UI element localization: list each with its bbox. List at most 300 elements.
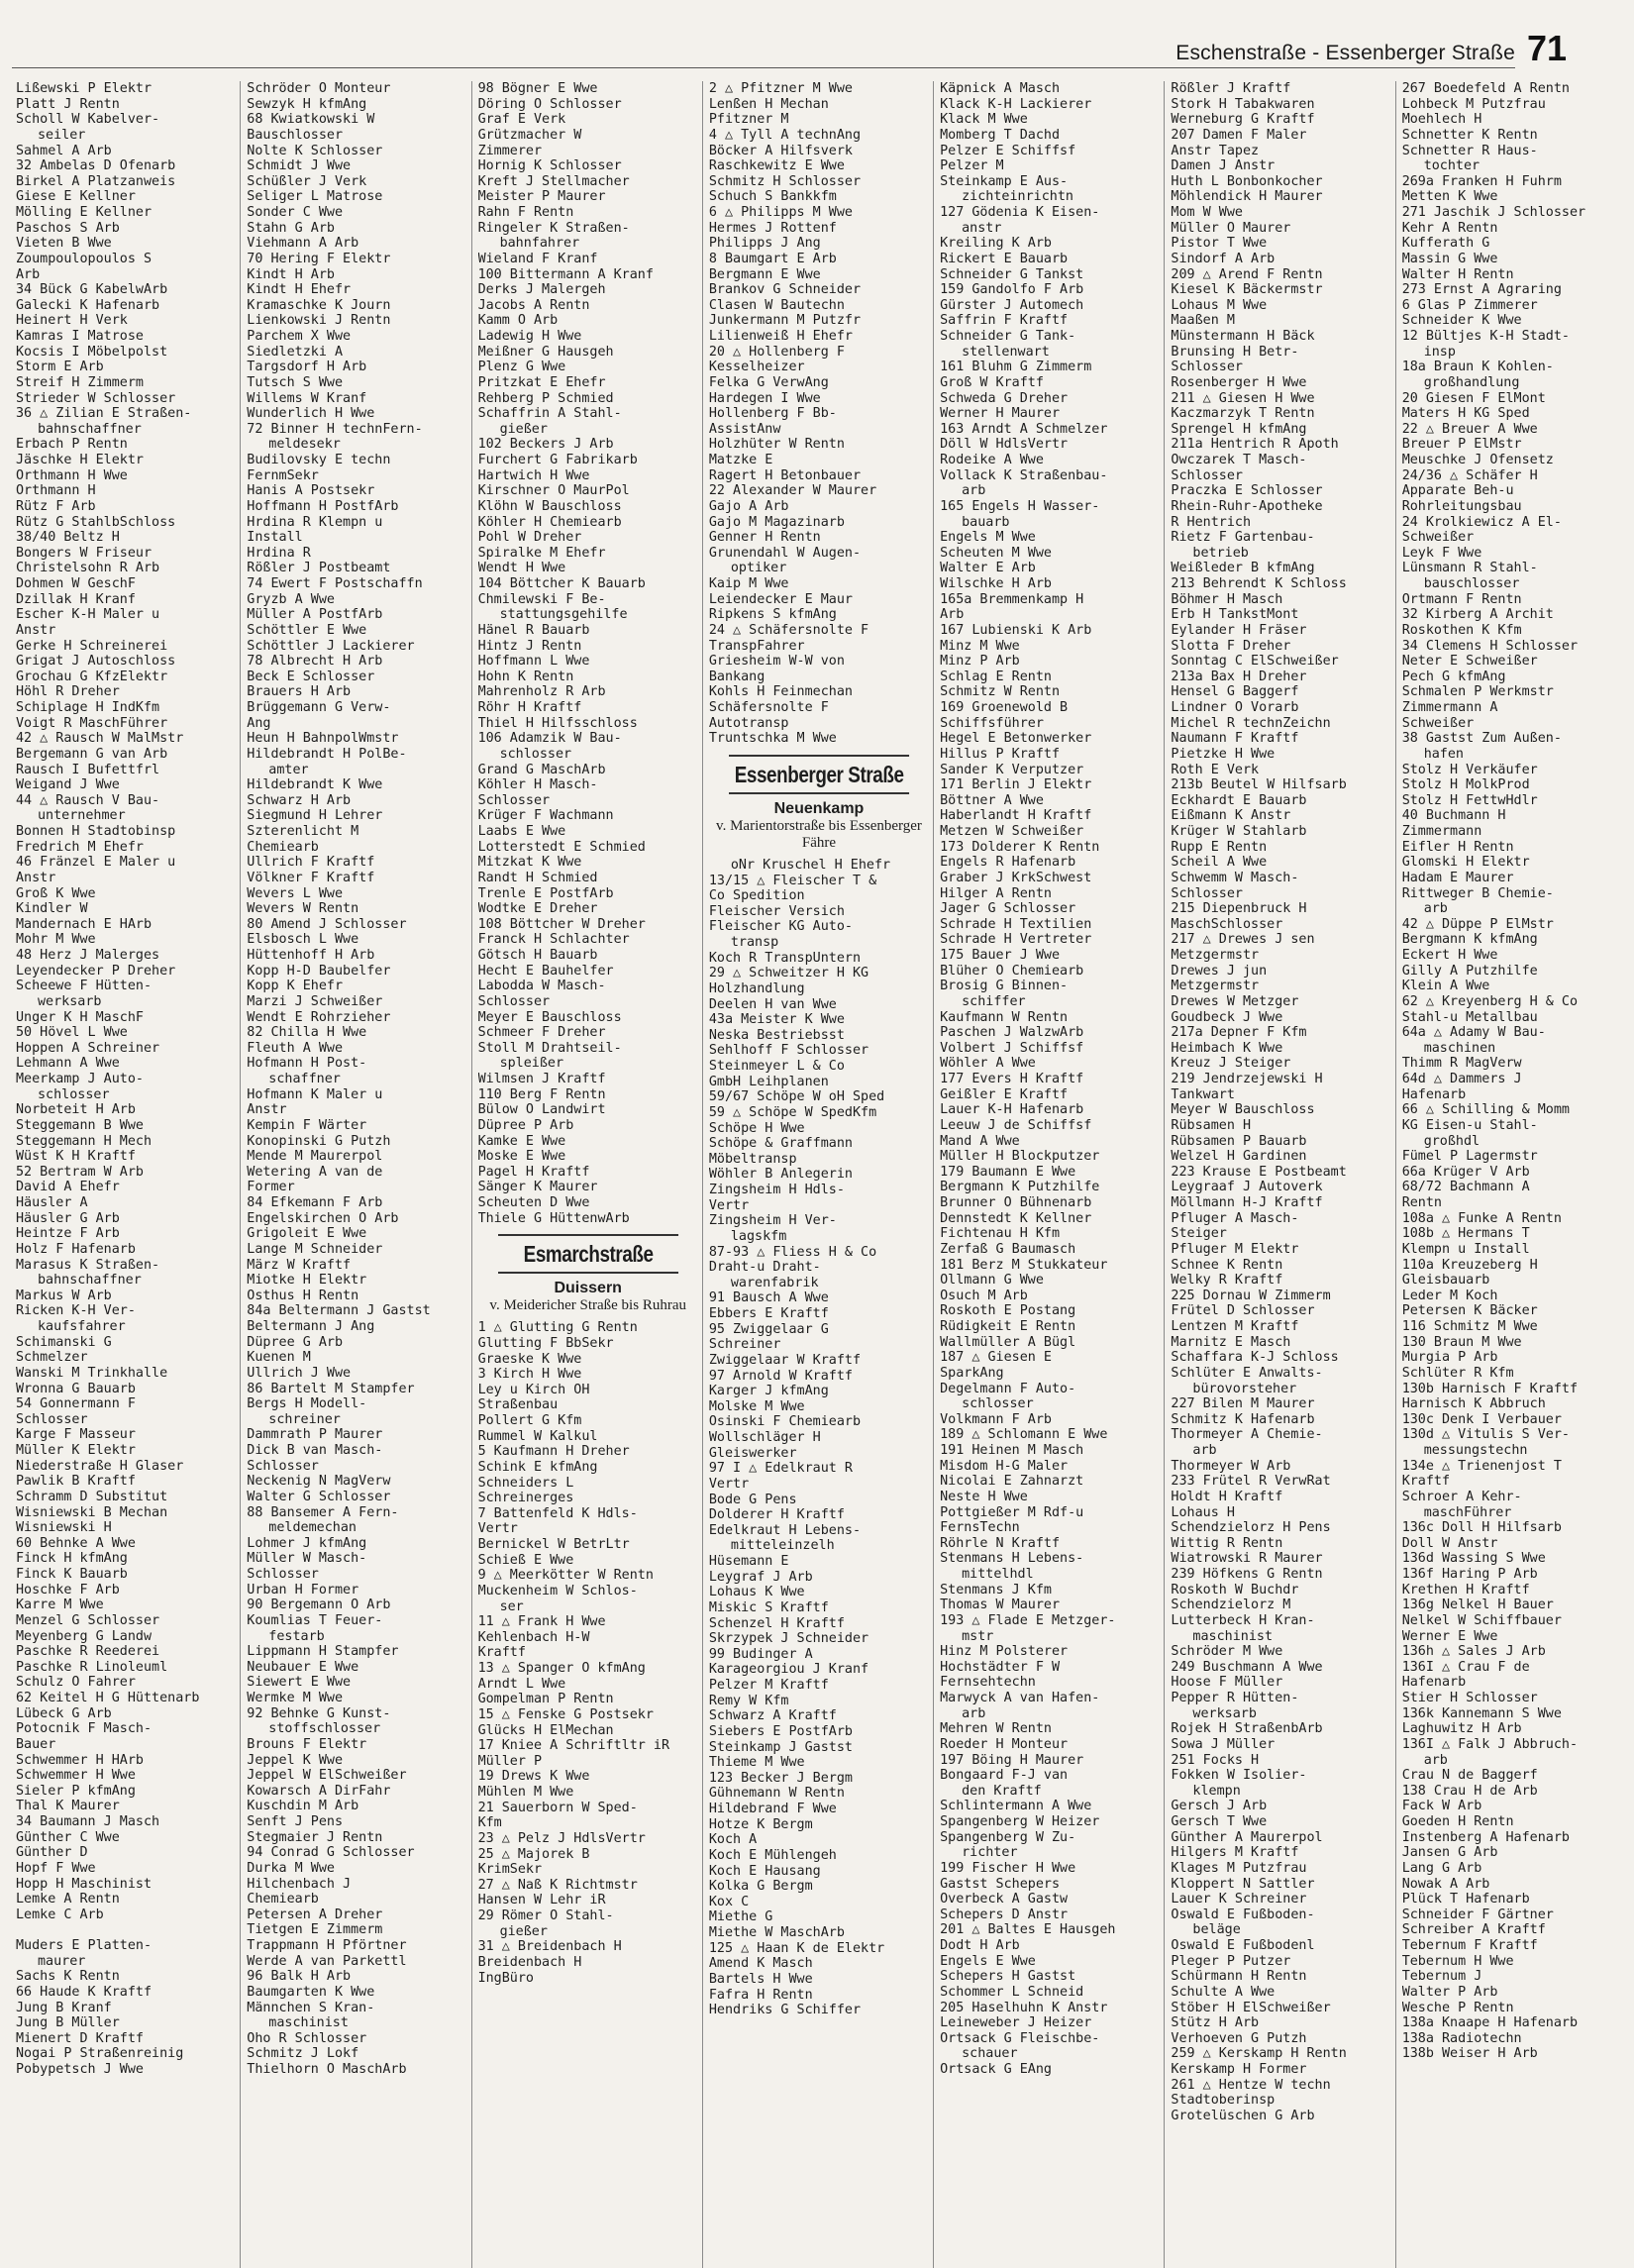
directory-entry: Sowa J Müller xyxy=(1171,1736,1276,1752)
directory-entry: 24 △ Schäfersnolte F xyxy=(708,622,869,638)
directory-entry: Leygraf J Arb xyxy=(708,1569,813,1585)
directory-entry: Hendriks G Schiffer xyxy=(708,2003,862,2018)
directory-entry: Grigoleit E Wwe xyxy=(247,1226,367,1242)
directory-entry: Finck H kfmAng xyxy=(16,1551,128,1567)
directory-entry: 60 Behnke A Wwe xyxy=(16,1535,136,1551)
directory-entry: Leiendecker E Maur xyxy=(708,591,853,607)
directory-entry: 187 △ Giesen E xyxy=(940,1350,1052,1366)
directory-entry: mitteleinzelh xyxy=(730,1538,835,1554)
directory-entry: Harnisch K Abbruch xyxy=(1401,1396,1546,1412)
directory-entry: maschinist xyxy=(1192,1628,1274,1644)
directory-entry: Krüger F Wachmann xyxy=(477,808,614,824)
directory-entry: Pfluger M Elektr xyxy=(1171,1241,1299,1257)
directory-entry: Metzen W Schweißer xyxy=(940,824,1084,839)
directory-entry: Müller A PostfArb xyxy=(247,607,383,623)
directory-entry: Vertr xyxy=(708,1476,750,1492)
directory-entry: Hoschke F Arb xyxy=(16,1582,120,1598)
directory-entry: Storm E Arb xyxy=(16,360,104,375)
directory-entry: 9 △ Meerkötter W Rentn xyxy=(477,1568,654,1584)
directory-entry: Schlintermann A Wwe xyxy=(940,1799,1092,1814)
directory-entry: AssistAnw xyxy=(708,421,781,437)
directory-entry: Wöhler B Anlegerin xyxy=(708,1167,853,1183)
directory-entry: Marwyck A van Hafen- xyxy=(940,1691,1100,1705)
directory-entry: Schiffsführer xyxy=(940,715,1044,731)
directory-entry: Lentzen M Kraftf xyxy=(1171,1319,1299,1334)
directory-entry: Stolz H Verkäufer xyxy=(1401,762,1538,777)
directory-entry: Stegmaier J Rentn xyxy=(247,1829,383,1845)
directory-entry: Scheewe F Hütten- xyxy=(16,979,153,994)
directory-entry: Mohr M Wwe xyxy=(16,932,96,948)
directory-entry: Bergmann E Wwe xyxy=(708,266,821,282)
directory-entry: Remy W Kfm xyxy=(708,1693,789,1708)
street-heading: Esmarchstraße xyxy=(498,1234,678,1274)
directory-entry: Schneiders L xyxy=(477,1475,574,1491)
directory-entry: 130 Braun M Wwe xyxy=(1401,1334,1522,1350)
directory-entry: Lohmer J kfmAng xyxy=(247,1535,367,1551)
directory-entry: Böcker A Hilfsverk xyxy=(708,143,853,158)
directory-entry: Genner H Rentn xyxy=(708,530,821,546)
directory-entry: Osthus H Rentn xyxy=(247,1288,359,1303)
directory-entry: Erb H TankstMont xyxy=(1171,607,1299,623)
directory-entry: Volbert J Schiffsf xyxy=(940,1040,1084,1056)
directory-entry: 88 Bansemer A Fern- xyxy=(247,1504,399,1520)
directory-entry: Rohrleitungsbau xyxy=(1401,498,1522,514)
directory-entry: 6 △ Philipps M Wwe xyxy=(708,205,853,220)
directory-entry: Schepers D Anstr xyxy=(940,1907,1069,1922)
directory-entry: Sahmel A Arb xyxy=(16,143,112,158)
directory-entry: Dodt H Arb xyxy=(940,1938,1020,1953)
directory-entry: Koch R TranspUntern xyxy=(708,950,862,966)
directory-entry: Autotransp xyxy=(708,715,789,731)
directory-entry: Karger J kfmAng xyxy=(708,1384,829,1399)
directory-entry: Former xyxy=(247,1180,295,1195)
directory-entry: maschinist xyxy=(268,2015,349,2031)
directory-entry: Döring O Schlosser xyxy=(477,96,622,112)
directory-entry: 23 △ Pelz J HdlsVertr xyxy=(477,1830,646,1846)
directory-entry: Thormeyer W Arb xyxy=(1171,1458,1291,1474)
directory-entry: Gryzb A Wwe xyxy=(247,591,335,607)
directory-entry: Schlosser xyxy=(247,1567,319,1582)
directory-entry: 97 I △ Edelkraut R xyxy=(708,1461,853,1477)
directory-entry: Schwarz H Arb xyxy=(247,792,352,808)
directory-entry: 24 Krolkiewicz A El- xyxy=(1401,514,1562,530)
directory-entry: Schwemmer H Wwe xyxy=(16,1768,136,1784)
directory-entry: Pagel H Kraftf xyxy=(477,1164,590,1180)
directory-entry: Arb xyxy=(16,266,41,282)
directory-entry: 99 Budinger A xyxy=(708,1646,813,1662)
directory-entry: Hoppen A Schreiner xyxy=(16,1040,160,1056)
directory-entry: Karge F Masseur xyxy=(16,1427,136,1443)
directory-entry: Rahn F Rentn xyxy=(477,205,574,220)
directory-entry: 138a Knaape H Hafenarb xyxy=(1401,2015,1579,2031)
directory-entry: Paschke R Linoleuml xyxy=(16,1659,168,1675)
directory-entry: Werde A van Parkettl xyxy=(247,1953,407,1969)
directory-entry: Geißler E Kraftf xyxy=(940,1086,1069,1102)
directory-entry: Minz P Arb xyxy=(940,654,1020,670)
directory-entry: 91 Bausch A Wwe xyxy=(708,1290,829,1306)
directory-entry: Hildebrand F Wwe xyxy=(708,1802,837,1816)
directory-entry: Engelskirchen O Arb xyxy=(247,1210,399,1226)
directory-entry: 271 Jaschik J Schlosser xyxy=(1401,205,1586,220)
directory-entry: Graber J KrkSchwest xyxy=(940,870,1092,885)
directory-entry: Gajo A Arb xyxy=(708,498,789,514)
directory-entry: arb xyxy=(962,483,986,499)
directory-entry: Schweda G Dreher xyxy=(940,390,1069,406)
directory-entry: Ebbers E Kraftf xyxy=(708,1306,829,1321)
directory-entry: Grochau G KfzElektr xyxy=(16,669,168,684)
directory-entry: Volkmann F Arb xyxy=(940,1411,1052,1427)
directory-entry: Wilschke H Arb xyxy=(940,576,1052,591)
directory-entry: 27 △ Naß K Richtmstr xyxy=(477,1877,638,1893)
directory-entry: Bongers W Friseur xyxy=(16,545,153,561)
directory-entry: Birkel A Platzanweis xyxy=(16,173,176,189)
directory-entry: Voigt R MaschFührer xyxy=(16,715,168,731)
directory-entry: 138b Weiser H Arb xyxy=(1401,2046,1538,2062)
directory-entry: Hohn K Rentn xyxy=(477,669,574,684)
directory-entry: Pawlik B Kraftf xyxy=(16,1474,136,1490)
directory-entry: Petersen K Bäcker xyxy=(1401,1303,1538,1319)
directory-entry: Kindt H Ehefr xyxy=(247,282,352,298)
directory-entry: Schaffrin A Stahl- xyxy=(477,406,622,422)
directory-entry: 273 Ernst A Agraring xyxy=(1401,282,1562,298)
directory-entry: Straßenbau xyxy=(477,1397,559,1413)
directory-entry: Rittweger B Chemie- xyxy=(1401,885,1554,901)
directory-entry: Kreft J Stellmacher xyxy=(477,173,630,189)
directory-entry: Schöttler J Lackierer xyxy=(247,638,415,654)
directory-entry: Skrzypek J Schneider xyxy=(708,1631,869,1647)
directory-entry: Schneider G Tank- xyxy=(940,329,1076,344)
directory-entry: Siebers E PostfArb xyxy=(708,1723,853,1739)
directory-entry: Marasus K Straßen- xyxy=(16,1257,160,1273)
directory-entry: Slotta F Dreher xyxy=(1171,638,1291,654)
directory-entry: Lemke C Arb xyxy=(16,1907,104,1922)
directory-entry: Thiel H Hilfsschloss xyxy=(477,715,638,731)
directory-entry: Overbeck A Gastw xyxy=(940,1892,1069,1907)
directory-entry: Klack K-H Lackierer xyxy=(940,96,1092,112)
directory-entry: Paschke R Reederei xyxy=(16,1644,160,1660)
directory-entry: Groß K Wwe xyxy=(16,885,96,901)
directory-entry: 59 △ Schöpe W SpedKfm xyxy=(708,1104,877,1120)
directory-entry: festarb xyxy=(268,1628,325,1644)
directory-entry: Hopf F Wwe xyxy=(16,1860,96,1876)
directory-entry: Goeden H Rentn xyxy=(1401,1814,1514,1829)
directory-entry: Stütz H Arb xyxy=(1171,2015,1260,2031)
directory-entry: Spangenberg W Heizer xyxy=(940,1814,1100,1829)
directory-entry: 108 Böttcher W Dreher xyxy=(477,916,646,932)
directory-entry: Wittig R Rentn xyxy=(1171,1535,1283,1551)
directory-entry: Schürmann H Rentn xyxy=(1171,1969,1307,1985)
directory-entry: 15 △ Fenske G Postsekr xyxy=(477,1706,654,1722)
directory-entry: Kesselheizer xyxy=(708,360,805,375)
directory-entry: Laabs E Wwe xyxy=(477,824,566,839)
directory-entry: Hensel G Baggerf xyxy=(1171,684,1299,700)
directory-entry: Meyer E Bauschloss xyxy=(477,1009,622,1025)
directory-entry: 34 Clemens H Schlosser xyxy=(1401,638,1579,654)
directory-entry: Neubauer E Wwe xyxy=(247,1659,359,1675)
directory-entry: Wilmsen J Kraftf xyxy=(477,1072,606,1086)
directory-entry: meldemechan xyxy=(268,1520,357,1536)
directory-entry: Schlosser xyxy=(1171,885,1243,901)
directory-entry: Wevers L Wwe xyxy=(247,885,344,901)
directory-entry: Kox C xyxy=(708,1894,750,1909)
directory-entry: Erbach P Rentn xyxy=(16,437,128,453)
column-2 xyxy=(240,81,470,2268)
directory-entry: Kraftf xyxy=(1401,1474,1451,1490)
directory-entry: Steinkamp J Gastst xyxy=(708,1739,853,1755)
directory-entry: Brankov G Schneider xyxy=(708,282,862,298)
directory-entry: 80 Amend J Schlosser xyxy=(247,916,407,932)
directory-entry: Lippmann H Stampfer xyxy=(247,1644,399,1660)
directory-entry: Schöttler E Wwe xyxy=(247,622,367,638)
directory-entry: Ortmann F Rentn xyxy=(1401,591,1522,607)
directory-entry: Jäschke H Elektr xyxy=(16,453,144,467)
directory-entry: 207 Damen F Maler xyxy=(1171,127,1307,143)
directory-entry: Hilger A Rentn xyxy=(940,885,1052,901)
directory-entry: Gastst Schepers xyxy=(940,1876,1061,1892)
directory-entry: seiler xyxy=(38,127,86,143)
directory-entry: Karre M Wwe xyxy=(16,1598,104,1613)
directory-entry: lagskfm xyxy=(730,1228,787,1244)
directory-entry: Klages M Putzfrau xyxy=(1171,1860,1307,1876)
directory-entry: Bongaard F-J van xyxy=(940,1768,1069,1784)
directory-entry: Mühlen M Wwe xyxy=(477,1785,574,1800)
directory-entry: Hänel R Bauarb xyxy=(477,622,590,638)
directory-entry: Finck K Bauarb xyxy=(16,1567,128,1582)
directory-entry: 136I △ Crau F de xyxy=(1401,1659,1530,1675)
directory-entry: Bartels H Wwe xyxy=(708,1971,813,1987)
directory-entry: 32 Kirberg A Archit xyxy=(1401,607,1554,623)
directory-entry: Damen J Anstr xyxy=(1171,158,1276,174)
directory-entry: Werner H Maurer xyxy=(940,406,1061,422)
directory-entry: Anstr xyxy=(16,622,56,638)
directory-entry: Schlosser xyxy=(477,792,551,808)
directory-entry: Arb xyxy=(940,607,965,623)
directory-entry: Pepper R Hütten- xyxy=(1171,1691,1299,1705)
directory-entry: Gersch J Arb xyxy=(1171,1799,1268,1814)
directory-entry: Meister P Maurer xyxy=(477,189,606,205)
directory-entry: Paschen J WalzwArb xyxy=(940,1025,1084,1041)
directory-entry: 108b △ Hermans T xyxy=(1401,1226,1530,1242)
directory-entry: Wanski M Trinkhalle xyxy=(16,1365,168,1381)
directory-entry: Graf E Verk xyxy=(477,112,566,128)
directory-entry: 13 △ Spanger O kfmAng xyxy=(477,1661,646,1676)
directory-entry: Lohaus M Wwe xyxy=(1171,297,1268,313)
directory-entry: schauer xyxy=(962,2046,1018,2062)
directory-entry: großhdl xyxy=(1423,1133,1481,1149)
directory-entry: Lilienweiß H Ehefr xyxy=(708,329,853,344)
directory-entry: Thiele G HüttenwArb xyxy=(477,1210,630,1226)
directory-entry: Misdom H-G Maler xyxy=(940,1458,1069,1474)
directory-entry: Bernickel W BetrLtr xyxy=(477,1537,630,1552)
directory-entry: Hofmann K Maler u xyxy=(247,1086,383,1102)
directory-entry: 20 △ Hollenberg F xyxy=(708,344,845,360)
directory-entry: Rojek H StraßenbArb xyxy=(1171,1721,1323,1737)
directory-entry: Randt H Schmied xyxy=(477,870,598,885)
directory-entry: Hansen W Lehr iR xyxy=(477,1893,606,1908)
directory-entry: maurer xyxy=(38,1953,86,1969)
directory-entry: Jansen G Arb xyxy=(1401,1845,1498,1861)
directory-entry: Co Spedition xyxy=(708,888,805,904)
directory-entry: Miskic S Kraftf xyxy=(708,1599,829,1615)
directory-entry: Fernsehtechn xyxy=(940,1675,1036,1691)
directory-entry: R Hentrich xyxy=(1171,514,1252,530)
directory-entry: Stahn G Arb xyxy=(247,220,335,236)
directory-entry: Ripkens S kfmAng xyxy=(708,607,837,623)
directory-entry: Thormeyer A Chemie- xyxy=(1171,1427,1323,1443)
directory-entry: Stoll M Drahtseil- xyxy=(477,1040,622,1056)
directory-entry: Zingsheim H Ver- xyxy=(708,1213,837,1229)
directory-entry: Müller O Maurer xyxy=(1171,220,1291,236)
directory-entry: Rickert E Bauarb xyxy=(940,251,1069,266)
column-4 xyxy=(702,81,933,2268)
directory-entry: 44 △ Rausch V Bau- xyxy=(16,792,160,808)
directory-entry: Lauer K Schreiner xyxy=(1171,1892,1307,1907)
directory-entry: Jung B Kranf xyxy=(16,2000,112,2015)
directory-entry: Schneider F Gärtner xyxy=(1401,1907,1554,1922)
directory-entry: Stolz H FettwHdlr xyxy=(1401,792,1538,808)
directory-entry: Bankang xyxy=(708,669,766,684)
directory-entry: 106 Adamzik W Bau- xyxy=(477,731,622,747)
directory-entry: Fredrich M Ehefr xyxy=(16,839,144,855)
directory-entry: Roskothen K Kfm xyxy=(1401,622,1522,638)
directory-entry: Neska Bestriebsst xyxy=(708,1027,845,1043)
directory-entry: 165a Bremmenkamp H xyxy=(940,591,1084,607)
directory-entry: Eifler H Rentn xyxy=(1401,839,1514,855)
directory-entry: Leygraaf J Autoverk xyxy=(1171,1180,1323,1195)
directory-entry: Ley u Kirch OH xyxy=(477,1382,590,1397)
directory-entry: Brunsing H Betr- xyxy=(1171,344,1299,360)
directory-entry: Schmelzer xyxy=(16,1350,88,1366)
directory-entry: Lutterbeck H Kran- xyxy=(1171,1612,1315,1628)
directory-entry: bahnschaffner xyxy=(38,1273,142,1289)
directory-entry: Beck E Schlosser xyxy=(247,669,375,684)
directory-entry: Pech G kfmAng xyxy=(1401,669,1506,684)
directory-entry: 211a Hentrich R Apoth xyxy=(1171,437,1339,453)
directory-entry: Kocsis I Möbelpolst xyxy=(16,344,168,360)
directory-entry: klempn xyxy=(1192,1783,1241,1799)
directory-entry: Lauer K-H Hafenarb xyxy=(940,1102,1084,1118)
directory-entry: Heinert H Verk xyxy=(16,313,128,329)
directory-entry: Wevers W Rentn xyxy=(247,901,359,917)
street-extent-note: v. Meidericher Straße bis Ruhrau xyxy=(489,1297,686,1314)
directory-entry: Bonnen H Stadtobinsp xyxy=(16,824,176,839)
directory-entry: Hilchenbach J xyxy=(247,1876,352,1892)
directory-entry: 8 Baumgart E Arb xyxy=(708,251,837,266)
directory-entry: Hildebrandt K Wwe xyxy=(247,777,383,793)
directory-entry: Zerfaß G Baumasch xyxy=(940,1241,1076,1257)
directory-entry: Senft J Pens xyxy=(247,1814,344,1829)
directory-entry: Siewert E Wwe xyxy=(247,1675,352,1691)
directory-entry: Praczka E Schlosser xyxy=(1171,483,1323,499)
directory-entry: Vertr xyxy=(708,1197,750,1213)
directory-entry: Anstr xyxy=(16,870,56,885)
directory-entry: 130d △ Vitulis S Ver- xyxy=(1401,1427,1570,1443)
directory-entry: Kamke E Wwe xyxy=(477,1133,566,1149)
directory-entry: hafen xyxy=(1423,746,1464,762)
directory-entry: Gühnemann W Rentn xyxy=(708,1786,845,1802)
directory-entry: 125 △ Haan K de Elektr xyxy=(708,1940,885,1956)
directory-entry: 189 △ Schlomann E Wwe xyxy=(940,1427,1108,1443)
directory-entry: Haberlandt H Kraftf xyxy=(940,808,1092,824)
directory-entry: 217 △ Drewes J sen xyxy=(1171,932,1315,948)
directory-entry: schlosser xyxy=(962,1396,1034,1412)
directory-entry: zichteinrichtn xyxy=(962,189,1073,205)
directory-entry: Schneider K Wwe xyxy=(1401,313,1522,329)
directory-entry: Kamras I Matrose xyxy=(16,329,144,344)
directory-entry: Müller P xyxy=(477,1753,543,1769)
directory-entry: Schäfersnolte F xyxy=(708,700,829,715)
directory-entry: Kempin F Wärter xyxy=(247,1117,367,1133)
directory-entry: Pietzke H Wwe xyxy=(1171,746,1276,762)
directory-entry: Lehmann A Wwe xyxy=(16,1056,120,1072)
directory-entry: 193 △ Flade E Metzger- xyxy=(940,1612,1116,1628)
directory-entry: März W Kraftf xyxy=(247,1257,352,1273)
directory-entry: Ang xyxy=(247,715,271,731)
directory-entry: Hornig K Schlosser xyxy=(477,158,622,174)
directory-entry: Möhlendick H Maurer xyxy=(1171,189,1323,205)
directory-entry: 136I △ Falk J Abbruch- xyxy=(1401,1736,1579,1752)
directory-entry: Kiesel K Bäckermstr xyxy=(1171,282,1323,298)
directory-entry: Zimmermann A xyxy=(1401,700,1498,715)
directory-entry: Verhoeven G Putzh xyxy=(1171,2030,1307,2046)
directory-entry: Kerskamp H Former xyxy=(1171,2062,1307,2077)
directory-entry: Hochstädter F W xyxy=(940,1659,1061,1675)
directory-entry: Steinmeyer L & Co xyxy=(708,1059,845,1074)
directory-entry: Männchen S Kran- xyxy=(247,2000,375,2015)
directory-entry: Miethe W MaschArb xyxy=(708,1925,845,1940)
directory-entry: kaufsfahrer xyxy=(38,1319,126,1334)
directory-entry: Muders E Platten- xyxy=(16,1938,153,1953)
directory-entry: Höhl R Dreher xyxy=(16,684,120,700)
directory-entry: Schmitz H Schlosser xyxy=(708,173,862,189)
directory-entry: Meerkamp J Auto- xyxy=(16,1072,144,1086)
directory-entry: Eckert H Wwe xyxy=(1401,948,1498,963)
directory-entry: Szterenlicht M xyxy=(247,824,359,839)
directory-entry: Schreiber A Kraftf xyxy=(1401,1922,1546,1938)
directory-entry: Bauschlosser xyxy=(247,127,344,143)
directory-entry: Scheuten D Wwe xyxy=(477,1195,590,1210)
directory-entry: 130c Denk I Verbauer xyxy=(1401,1411,1562,1427)
directory-entry: 86 Bartelt M Stampfer xyxy=(247,1381,415,1396)
directory-entry: 108a △ Funke A Rentn xyxy=(1401,1210,1562,1226)
directory-entry: Schendzielorz H Pens xyxy=(1171,1520,1331,1536)
directory-entry: 62 △ Kreyenberg H & Co xyxy=(1401,993,1579,1009)
directory-entry: Schlosser xyxy=(247,1458,319,1474)
directory-entry: Griesheim W-W von xyxy=(708,654,845,670)
directory-entry: Brüggemann G Verw- xyxy=(247,700,391,715)
directory-entry: Groß W Kraftf xyxy=(940,374,1044,390)
directory-entry: schlosser xyxy=(499,746,572,762)
directory-entry: Schenzel H Kraftf xyxy=(708,1615,845,1631)
directory-entry: Schlüter E Anwalts- xyxy=(1171,1365,1323,1381)
directory-entry: Nowak A Arb xyxy=(1401,1876,1490,1892)
directory-entry: Oswald E Fußboden- xyxy=(1171,1907,1315,1922)
directory-entry: 209 △ Arend F Rentn xyxy=(1171,266,1323,282)
directory-entry: Schweißer xyxy=(1401,530,1475,546)
directory-entry: 43a Meister K Wwe xyxy=(708,1012,845,1028)
directory-entry: Ullrich J Wwe xyxy=(247,1365,352,1381)
directory-entry: Mitzkat K Wwe xyxy=(477,855,582,871)
directory-entry: Spangenberg W Zu- xyxy=(940,1829,1076,1845)
directory-entry: 64d △ Dammers J xyxy=(1401,1072,1522,1086)
directory-entry: Viehmann A Arb xyxy=(247,236,359,252)
directory-entry: 213b Beutel W Hilfsarb xyxy=(1171,777,1347,793)
directory-entry: Schaffara K-J Schloss xyxy=(1171,1350,1339,1366)
directory-entry: Glutting F BbSekr xyxy=(477,1335,614,1351)
directory-entry: Leyendecker P Dreher xyxy=(16,963,176,979)
directory-entry: 249 Buschmann A Wwe xyxy=(1171,1659,1323,1675)
directory-entry: Baumgarten K Wwe xyxy=(247,1984,375,2000)
